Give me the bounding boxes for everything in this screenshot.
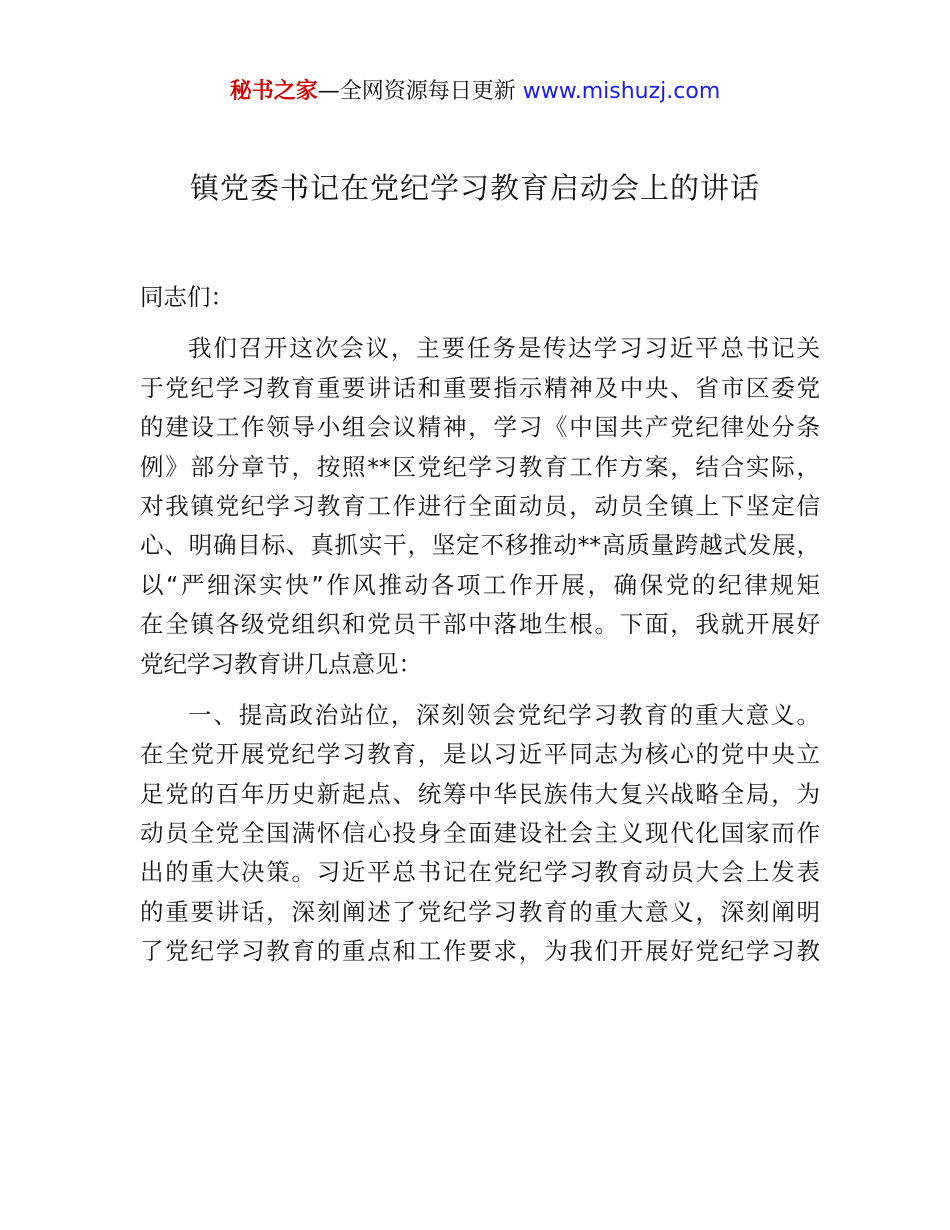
salutation: 同志们：	[140, 283, 234, 311]
paragraph-2-line: 足党的百年历史新起点、统筹中华民族伟大复兴战略全局，为	[140, 779, 820, 808]
document-body	[140, 278, 820, 972]
site-header	[0, 76, 950, 108]
paragraph-1-line: 对我镇党纪学习教育工作进行全面动员，动员全镇上下坚定信	[140, 491, 820, 520]
paragraph-1-line: 的建设工作领导小组会议精神，学习《中国共产党纪律处分条	[140, 413, 820, 442]
paragraph-2-line: 动员全党全国满怀信心投身全面建设社会主义现代化国家而作	[140, 819, 820, 848]
paragraph-2-line: 的重要讲话，深刻阐述了党纪学习教育的重大意义，深刻阐明	[140, 897, 820, 926]
document-title: 镇党委书记在党纪学习教育启动会上的讲话	[189, 171, 760, 205]
paragraph-1-line: 以“严细深实快”作风推动各项工作开展，确保党的纪律规矩	[140, 570, 820, 599]
paragraph-gap	[140, 684, 820, 696]
paragraph-1-line: 例》部分章节，按照**区党纪学习教育工作方案，结合实际，	[140, 452, 820, 481]
site-url-link[interactable]: www.mishuzj.com	[522, 79, 721, 104]
paragraph-2-line: 了党纪学习教育的重点和工作要求，为我们开展好党纪学习教	[140, 937, 820, 966]
paragraph-1-line: 心、明确目标、真抓实干，坚定不移推动**高质量跨越式发展，	[140, 531, 820, 560]
paragraph-gap	[140, 317, 820, 329]
site-tagline: —全网资源每日更新	[317, 79, 516, 104]
paragraph-2-line: 在全党开展党纪学习教育，是以习近平同志为核心的党中央立	[140, 740, 820, 769]
paragraph-2-line: 出的重大决策。习近平总书记在党纪学习教育动员大会上发表	[140, 858, 820, 887]
site-brand: 秘书之家	[229, 79, 318, 104]
paragraph-1-line: 于党纪学习教育重要讲话和重要指示精神及中央、省市区委党	[140, 373, 820, 402]
paragraph-1-line: 在全镇各级党组织和党员干部中落地生根。下面，我就开展好	[140, 610, 820, 639]
section-1-heading-line: 一、提高政治站位，深刻领会党纪学习教育的重大意义。	[188, 700, 820, 729]
paragraph-1-line: 我们召开这次会议，主要任务是传达学习习近平总书记关	[188, 334, 820, 363]
paragraph-1-line: 党纪学习教育讲几点意见：	[140, 649, 422, 678]
